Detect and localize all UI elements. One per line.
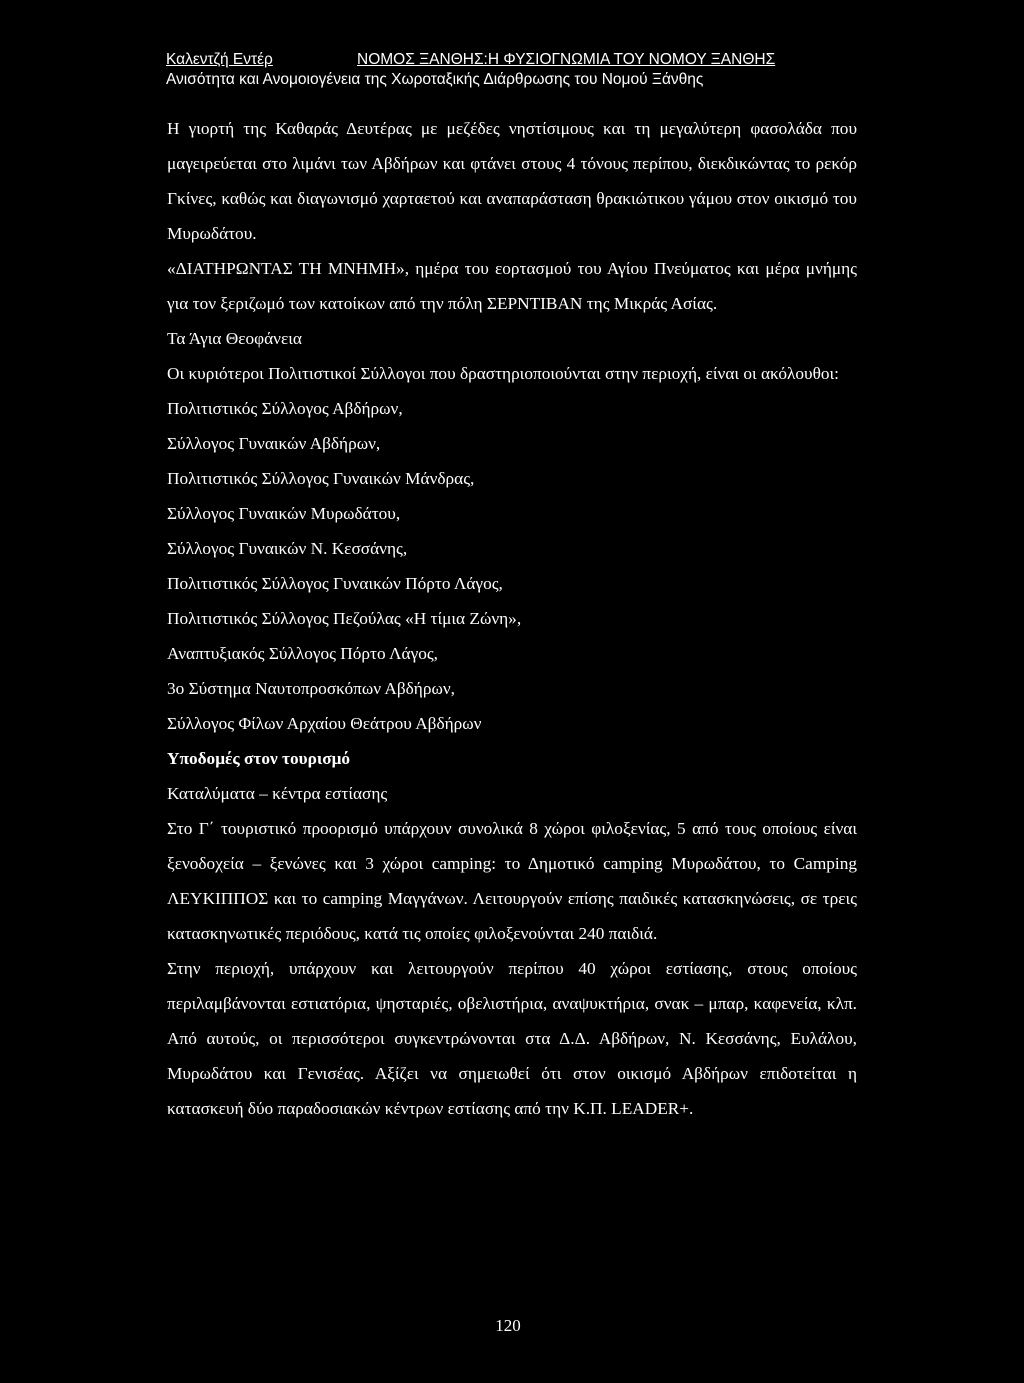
header-subtitle: Ανισότητα και Ανομοιογένεια της Χωροταξικής Διάρθρωσης του Νομού Ξάνθης <box>166 71 704 88</box>
list-item: Πολιτιστικός Σύλλογος Πεζούλας «Η τίμια Ζώνη», <box>167 609 522 628</box>
accommodation-paragraph: Στο Γ΄ τουριστικό προορισμό υπάρχουν συνολικά 8 χώροι φιλοξενίας, 5 από τους οποίους είναι ξενοδοχεία – ξενώνες και 3 χώροι camping: το Δημοτικό camping Μυρωδάτου, το Camping ΛΕΥΚΙΠΠΟΣ και το camping Μαγγάνων. Λειτουργούν επίσης παιδικές κατασκηνώσεις, σε τρεις κατασκηνωτικές περιόδους, κατά τις οποίες φιλοξενούνται 240 παιδιά. <box>167 819 857 943</box>
page-header <box>166 50 866 90</box>
page-body <box>167 111 857 1126</box>
tourism-heading: Υποδομές στον τουρισμό <box>167 749 351 768</box>
list-item: Πολιτιστικός Σύλλογος Γυναικών Πόρτο Λάγος, <box>167 574 503 593</box>
associations-intro: Οι κυριότεροι Πολιτιστικοί Σύλλογοι που δραστηριοποιούνται στην περιοχή, είναι οι ακόλουθοι: <box>167 364 839 383</box>
festival-paragraph: Η γιορτή της Καθαράς Δευτέρας με μεζέδες νηστίσιμους και τη μεγαλύτερη φασολάδα που μαγειρεύεται στο λιμάνι των Αβδήρων και φτάνει στους 4 τόνους περίπου, διεκδικώντας το ρεκόρ Γκίνες, καθώς και διαγωνισμό χαρταετού και αναπαράσταση θρακιώτικου γάμου στον οικισμό του Μυρωδάτου. <box>167 119 857 243</box>
accommodation-subheading: Καταλύματα – κέντρα εστίασης <box>167 784 388 803</box>
list-item: Σύλλογος Γυναικών Αβδήρων, <box>167 434 381 453</box>
list-item: Σύλλογος Φίλων Αρχαίου Θεάτρου Αβδήρων <box>167 714 482 733</box>
list-item: Πολιτιστικός Σύλλογος Αβδήρων, <box>167 399 403 418</box>
header-top-line <box>166 50 866 70</box>
list-item: Σύλλογος Γυναικών Μυρωδάτου, <box>167 504 401 523</box>
memory-paragraph: «ΔΙΑΤΗΡΩΝΤΑΣ ΤΗ ΜΝΗΜΗ», ημέρα του εορτασμού του Αγίου Πνεύματος και μέρα μνήμης για τον ξεριζωμό των κατοίκων από την πόλη ΣΕΡΝΤΙΒΑΝ της Μικράς Ασίας. <box>167 259 857 313</box>
page-number: 120 <box>495 1316 521 1335</box>
dining-paragraph: Στην περιοχή, υπάρχουν και λειτουργούν περίπου 40 χώροι εστίασης, στους οποίους περιλαμβάνονται εστιατόρια, ψησταριές, οβελιστήρια, αναψυκτήρια, σνακ – μπαρ, καφενεία, κλπ. Από αυτούς, οι περισσότεροι συγκεντρώνονται στα Δ.Δ. Αβδήρων, Ν. Κεσσάνης, Ευλάλου, Μυρωδάτου και Γενισέας. Αξίζει να σημειωθεί ότι στον οικισμό Αβδήρων επιδοτείται η κατασκευή δύο παραδοσιακών κέντρων εστίασης από την Κ.Π. LEADER+. <box>167 959 857 1118</box>
list-item: Πολιτιστικός Σύλλογος Γυναικών Μάνδρας, <box>167 469 475 488</box>
header-author: Καλεντζή Εντέρ <box>166 51 273 68</box>
list-item: Σύλλογος Γυναικών Ν. Κεσσάνης, <box>167 539 408 558</box>
associations-list <box>167 391 857 741</box>
theophaneia-line: Τα Άγια Θεοφάνεια <box>167 329 302 348</box>
header-title: ΝΟΜΟΣ ΞΑΝΘΗΣ:Η ΦΥΣΙΟΓΝΩΜΙΑ ΤΟΥ ΝΟΜΟΥ ΞΑΝΘΗΣ <box>357 51 776 68</box>
list-item: 3ο Σύστημα Ναυτοπροσκόπων Αβδήρων, <box>167 679 455 698</box>
list-item: Αναπτυξιακός Σύλλογος Πόρτο Λάγος, <box>167 644 439 663</box>
